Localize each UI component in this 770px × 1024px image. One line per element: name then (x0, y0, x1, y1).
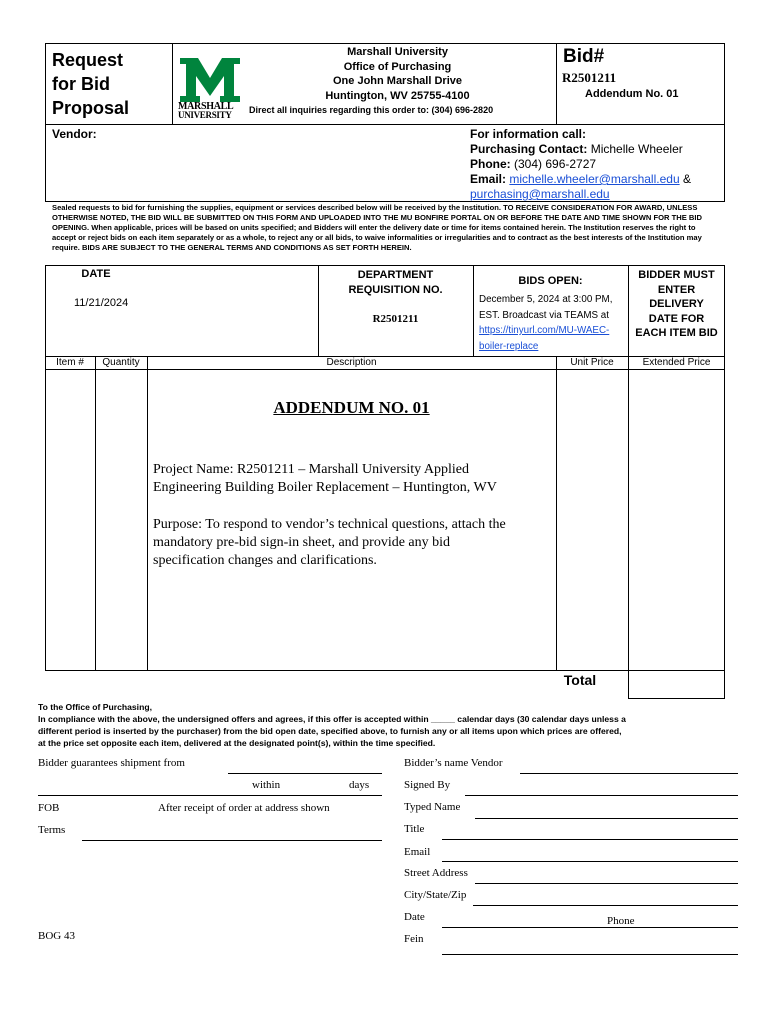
logo-text-2: UNIVERSITY (178, 110, 232, 120)
title-line-3: Proposal (52, 98, 130, 118)
fein-label: Fein (404, 933, 424, 945)
title-field[interactable] (442, 839, 738, 840)
date-label-form: Date (404, 911, 425, 923)
terms-field[interactable] (82, 840, 382, 841)
bid-label: Bid# (563, 46, 605, 67)
street-label: Street Address (404, 867, 468, 879)
contact-name: Michelle Wheeler (590, 142, 683, 156)
compliance-line-1: To the Office of Purchasing, (38, 702, 152, 712)
bid-number: R2501211 (562, 70, 617, 85)
bidder-note-2: ENTER (657, 283, 696, 296)
date-phone-field[interactable] (442, 927, 738, 928)
col-item: Item # (56, 357, 84, 368)
purpose-line-2: mandatory pre-bid sign-in sheet, and provide any bid (153, 535, 451, 550)
email-link-purchasing[interactable]: purchasing@marshall.edu (470, 187, 610, 201)
typed-name-label: Typed Name (404, 801, 461, 813)
email-ampersand: & (682, 172, 691, 186)
marshall-logo (178, 56, 242, 120)
compliance-line-3: different period is inserted by the purchaser) from the bid open date, specified above, to furnish any or all items upon which prices are offered, (38, 726, 622, 736)
bidder-note-1: BIDDER MUST (638, 269, 715, 281)
bids-open-datetime: December 5, 2024 at 3:00 PM, (479, 294, 613, 305)
col-unit-price: Unit Price (570, 357, 614, 368)
title-box (45, 43, 173, 125)
dept-label-1: DEPARTMENT (357, 269, 434, 281)
total-label: Total (563, 672, 597, 688)
title-line-2: for Bid (52, 74, 110, 94)
shipment-label: Bidder guarantees shipment from (38, 757, 185, 769)
logo-text-1: MARSHALL (178, 101, 234, 112)
teams-link-1[interactable]: https://tinyurl.com/MU-WAEC- (479, 325, 610, 336)
typed-name-field[interactable] (475, 818, 738, 819)
fein-field[interactable] (442, 954, 738, 955)
project-line-1: Project Name: R2501211 – Marshall University Applied (153, 462, 469, 477)
email-label-form: Email (404, 846, 431, 858)
form-id: BOG 43 (38, 930, 75, 942)
terms-label: Terms (38, 824, 66, 836)
vendor-name-field[interactable] (520, 773, 738, 774)
phone-label: Phone: (470, 157, 511, 171)
col-extended-price: Extended Price (642, 357, 711, 368)
within-label: within (252, 779, 281, 791)
org-office: Office of Purchasing (343, 60, 452, 73)
signed-by-field[interactable] (465, 795, 738, 796)
bidder-note-5: EACH ITEM BID (635, 327, 718, 339)
bidder-note-3: DELIVERY (649, 298, 704, 310)
purpose-line-1: Purpose: To respond to vendor’s technical questions, attach the (153, 517, 506, 532)
shipment-field[interactable] (228, 773, 382, 774)
total-field[interactable] (628, 670, 725, 699)
city-field[interactable] (473, 905, 738, 906)
teams-link-2[interactable]: boiler-replace (479, 340, 539, 352)
org-street: One John Marshall Drive (333, 75, 462, 87)
bidder-note-4: DATE FOR (648, 312, 705, 325)
dept-value: R2501211 (372, 313, 419, 325)
bid-notice: Sealed requests to bid for furnishing the supplies, equipment or services described below will be received by the Institution. TO RECEIVE CONSIDERATION FOR AWARD, UNLESS OTHERWISE NOTED, THE BID WILL BE SUBMITTED ON THIS FORM AND UPLOADED INTO THE MU BONFIRE PORTAL ON OR BEFORE THE DATE AND TIME SHOWN FOR THE BID OPENING. When applicable, prices will be based on units specified; and Bidders will enter the delivery date or time for items contained herein. The Institution reserves the right to accept or reject bids on each item separately or as a whole, to reject any or all bids, to waive informalities or irregularities and to contract as the best interests of the Institution may require. BIDS ARE SUBJECT TO THE GENERAL TERMS AND CONDITIONS AS SET FORTH HEREIN. (52, 203, 702, 252)
project-line-2: Engineering Building Boiler Replacement – Huntington, WV (153, 480, 497, 495)
email-link-contact[interactable]: michelle.wheeler@marshall.edu (509, 172, 680, 186)
vendor-box (45, 124, 725, 202)
dept-label-2: REQUISITION NO. (348, 284, 443, 296)
title-line-1: Request (52, 50, 124, 70)
city-label: City/State/Zip (404, 889, 467, 901)
bid-box (556, 43, 725, 125)
compliance-line-2: In compliance with the above, the undersigned offers and agrees, if this offer is accepted within _____ calendar days (30 calendar days unless a (38, 714, 626, 724)
signed-by-label: Signed By (404, 779, 451, 791)
addendum-heading: ADDENDUM NO. 01 (273, 398, 430, 417)
col-description: Description (326, 357, 377, 368)
title-label: Title (404, 823, 425, 835)
org-inquiries: Direct all inquiries regarding this order to: (304) 696-2820 (249, 105, 494, 115)
bids-open-broadcast: EST. Broadcast via TEAMS at (479, 309, 609, 321)
bids-open-label: BIDS OPEN: (518, 275, 583, 287)
date-label: DATE (81, 268, 111, 280)
date-value: 11/21/2024 (74, 297, 129, 309)
vendor-label: Vendor: (52, 127, 97, 141)
within-days-field[interactable] (38, 795, 382, 796)
compliance-line-4: at the price set opposite each item, delivered at the designated point(s), within the time specified. (38, 738, 436, 748)
fob-label: FOB (38, 802, 60, 814)
col-quantity: Quantity (102, 357, 140, 368)
addendum-label: Addendum No. 01 (585, 88, 679, 100)
email-field[interactable] (442, 861, 738, 862)
street-field[interactable] (475, 883, 738, 884)
info-heading: For information call: (470, 127, 587, 141)
org-name: Marshall University (347, 46, 448, 58)
contact-label: Purchasing Contact: (470, 142, 588, 156)
phone-label-form: Phone (607, 915, 635, 927)
org-city: Huntington, WV 25755-4100 (325, 89, 470, 102)
phone-value: (304) 696-2727 (514, 157, 597, 171)
after-receipt-label: After receipt of order at address shown (158, 802, 330, 814)
purpose-line-3: specification changes and clarifications. (153, 553, 377, 568)
email-label: Email: (470, 172, 507, 186)
vendor-name-label: Bidder’s name Vendor (404, 757, 503, 769)
days-label: days (349, 779, 370, 791)
